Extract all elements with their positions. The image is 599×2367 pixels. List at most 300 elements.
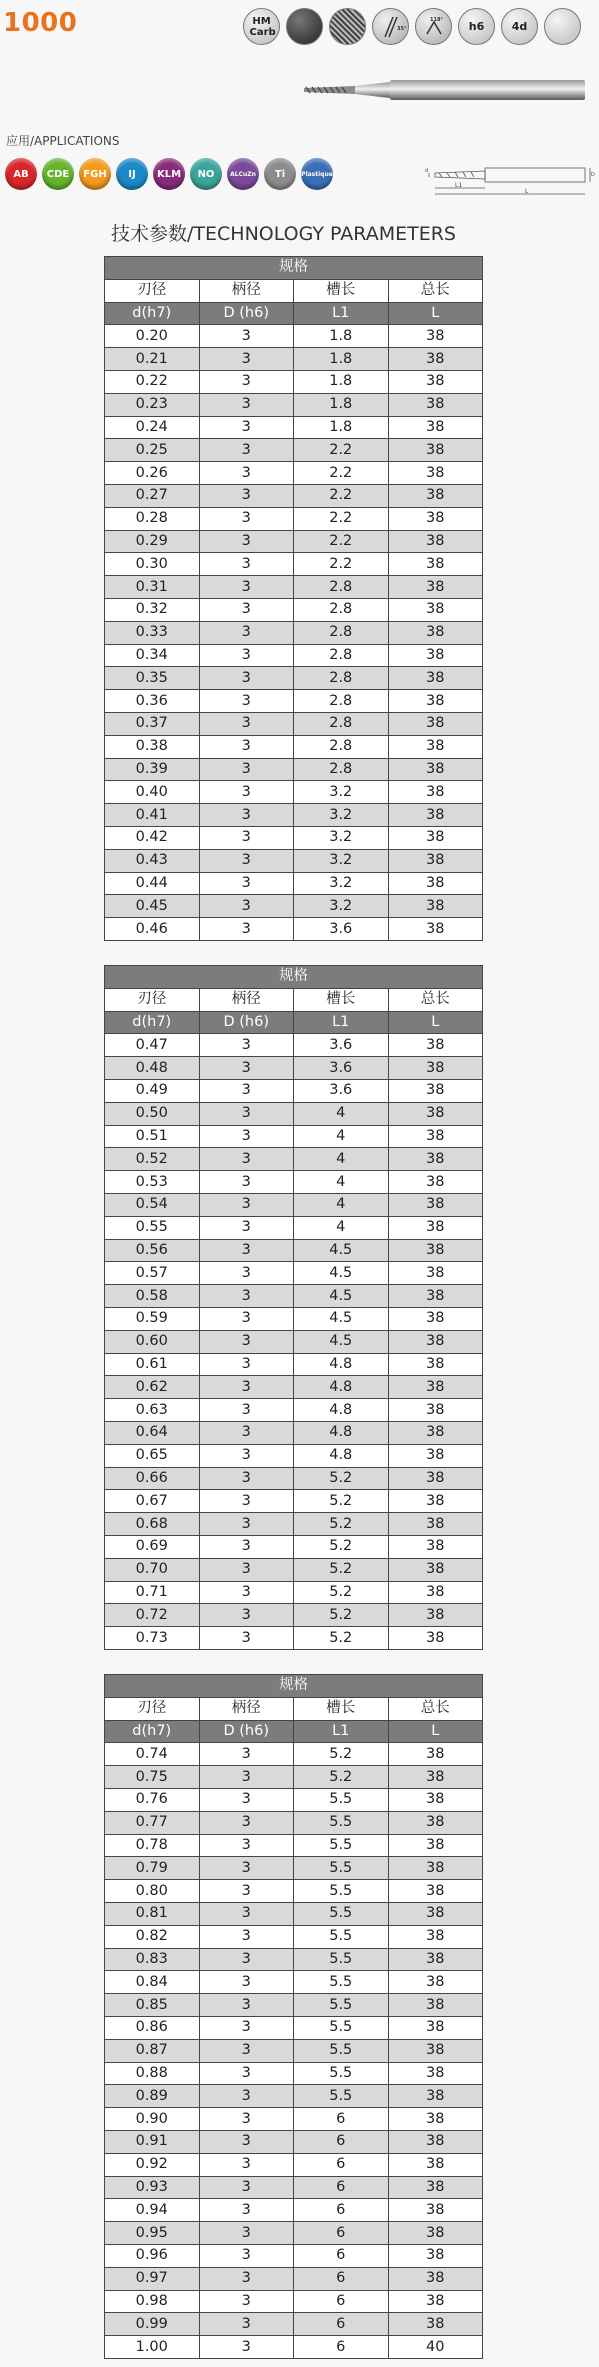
table-cell: 3 [199,1490,294,1513]
point-angle-icon [415,8,452,45]
table-cell: 3 [199,1880,294,1903]
applications-label: 应用/APPLICATIONS [6,134,120,148]
table-cell: 2.8 [294,690,389,713]
table-cell: 3 [199,690,294,713]
table-cell: 3 [199,1444,294,1467]
table-cell: 4.5 [294,1330,389,1353]
spec-group-header: 规格 [105,966,483,989]
table-cell: 3 [199,2153,294,2176]
table-cell: 0.41 [105,804,200,827]
table-cell: 0.58 [105,1285,200,1308]
table-cell: 3 [199,1925,294,1948]
table-cell: 3.6 [294,918,389,941]
table-cell: 0.83 [105,1948,200,1971]
table-cell: 3 [199,1148,294,1171]
table-cell: 38 [388,2176,483,2199]
table-cell: 3.6 [294,1079,389,1102]
table-cell: 3 [199,1902,294,1925]
table-cell: 3 [199,1102,294,1125]
table-cell: 3 [199,2085,294,2108]
column-header: 槽长 [294,988,389,1011]
drill-image [300,74,590,106]
table-cell: 3 [199,1971,294,1994]
table-cell: 0.51 [105,1125,200,1148]
table-cell: 3 [199,530,294,553]
table-cell: 3 [199,2016,294,2039]
table-cell: 0.70 [105,1558,200,1581]
table-cell: 3 [199,1627,294,1650]
table-cell: 0.86 [105,2016,200,2039]
table-cell: 38 [388,2130,483,2153]
table-cell: 3 [199,918,294,941]
table-row [105,1171,483,1194]
spec-table-2 [104,965,483,1650]
table-cell: 2.8 [294,621,389,644]
table-cell: 3 [199,1307,294,1330]
table-cell: 3 [199,2039,294,2062]
table-row [105,2039,483,2062]
table-row [105,2153,483,2176]
table-cell: 4 [294,1125,389,1148]
table-row [105,1604,483,1627]
table-row [105,1307,483,1330]
table-row [105,690,483,713]
table-cell: 2.2 [294,507,389,530]
table-cell: 38 [388,598,483,621]
table-row [105,2176,483,2199]
table-cell: 38 [388,781,483,804]
table-cell: 3 [199,895,294,918]
table-cell: 38 [388,758,483,781]
table-row [105,484,483,507]
table-row [105,416,483,439]
table-cell: 5.2 [294,1558,389,1581]
table-cell: 3 [199,1421,294,1444]
table-cell: 0.38 [105,735,200,758]
table-row [105,667,483,690]
table-row [105,1971,483,1994]
table-cell: 3 [199,1330,294,1353]
table-cell: 38 [388,1102,483,1125]
column-header: 总长 [388,279,483,302]
tolerance-icon: h6 [458,8,495,45]
table-cell: 4 [294,1102,389,1125]
table-cell: 0.72 [105,1604,200,1627]
table-cell: 38 [388,1948,483,1971]
column-header: 总长 [388,988,483,1011]
table-cell: 0.49 [105,1079,200,1102]
table-cell: 3 [199,1788,294,1811]
table-cell: 38 [388,2199,483,2222]
table-cell: 38 [388,1079,483,1102]
table-row [105,1057,483,1080]
table-cell: 3 [199,2290,294,2313]
table-cell: 38 [388,1604,483,1627]
table-cell: 0.56 [105,1239,200,1262]
table-cell: 0.74 [105,1743,200,1766]
table-cell: 3 [199,1399,294,1422]
table-cell: 4 [294,1171,389,1194]
table-row [105,462,483,485]
table-cell: 0.43 [105,849,200,872]
table-cell: 4.5 [294,1262,389,1285]
table-row [105,1857,483,1880]
table-row [105,781,483,804]
table-cell: 0.34 [105,644,200,667]
column-header: 柄径 [199,988,294,1011]
table-cell: 0.55 [105,1216,200,1239]
column-unit: D (h6) [199,1011,294,1034]
table-row [105,2108,483,2131]
table-cell: 5.2 [294,1627,389,1650]
spec-group-header: 规格 [105,1675,483,1698]
table-cell: 0.36 [105,690,200,713]
table-cell: 6 [294,2222,389,2245]
table-cell: 3 [199,576,294,599]
table-cell: 0.30 [105,553,200,576]
table-cell: 3 [199,2336,294,2359]
table-cell: 3 [199,781,294,804]
table-cell: 3 [199,758,294,781]
table-cell: 0.61 [105,1353,200,1376]
table-cell: 5.5 [294,2062,389,2085]
table-cell: 38 [388,1535,483,1558]
table-cell: 3 [199,416,294,439]
table-cell: 38 [388,2085,483,2108]
table-row [105,1148,483,1171]
table-cell: 0.29 [105,530,200,553]
column-header: 刃径 [105,279,200,302]
app-plastique-icon: Plastique [301,158,333,190]
table-cell: 38 [388,1125,483,1148]
table-cell: 3.2 [294,826,389,849]
tech-params-title: 技术参数/TECHNOLOGY PARAMETERS [111,223,456,245]
table-cell: 38 [388,2016,483,2039]
table-cell: 4.5 [294,1307,389,1330]
table-row [105,2290,483,2313]
table-cell: 0.89 [105,2085,200,2108]
table-cell: 3.6 [294,1057,389,1080]
column-unit: d(h7) [105,1720,200,1743]
table-cell: 38 [388,872,483,895]
table-cell: 0.78 [105,1834,200,1857]
table-row [105,2085,483,2108]
table-cell: 40 [388,2336,483,2359]
table-cell: 5.5 [294,2016,389,2039]
table-cell: 38 [388,1057,483,1080]
table-cell: 0.84 [105,1971,200,1994]
table-row [105,1421,483,1444]
table-cell: 0.85 [105,1994,200,2017]
table-cell: 2.2 [294,484,389,507]
table-row [105,1285,483,1308]
table-cell: 3 [199,1034,294,1057]
table-cell: 0.26 [105,462,200,485]
table-cell: 3 [199,484,294,507]
table-row [105,918,483,941]
table-cell: 3 [199,2062,294,2085]
table-cell: 38 [388,1307,483,1330]
table-cell: 4 [294,1193,389,1216]
table-row [105,644,483,667]
table-cell: 38 [388,895,483,918]
table-row [105,2336,483,2359]
table-cell: 5.5 [294,1948,389,1971]
table-row [105,1399,483,1422]
table-cell: 2.8 [294,712,389,735]
table-cell: 3 [199,849,294,872]
table-cell: 38 [388,393,483,416]
column-header: 柄径 [199,279,294,302]
table-row [105,2222,483,2245]
table-cell: 2.8 [294,576,389,599]
table-cell: 3 [199,621,294,644]
table-cell: 5.2 [294,1513,389,1536]
table-row [105,1581,483,1604]
table-cell: 0.32 [105,598,200,621]
table-row [105,1102,483,1125]
table-cell: 5.5 [294,1994,389,2017]
table-cell: 0.69 [105,1535,200,1558]
table-row [105,1330,483,1353]
svg-text:L1: L1 [455,182,463,189]
table-cell: 4.5 [294,1285,389,1308]
table-cell: 0.68 [105,1513,200,1536]
table-row [105,1193,483,1216]
table-cell: 3 [199,1125,294,1148]
table-cell: 38 [388,348,483,371]
table-cell: 0.81 [105,1902,200,1925]
table-cell: 38 [388,1857,483,1880]
table-cell: 0.21 [105,348,200,371]
table-cell: 0.82 [105,1925,200,1948]
table-cell: 0.96 [105,2244,200,2267]
applications-list [5,158,333,190]
table-cell: 38 [388,644,483,667]
table-cell: 4.8 [294,1421,389,1444]
table-cell: 3 [199,804,294,827]
table-cell: 0.98 [105,2290,200,2313]
table-cell: 3 [199,1239,294,1262]
table-row [105,2199,483,2222]
table-row [105,598,483,621]
table-cell: 2.2 [294,462,389,485]
table-cell: 0.92 [105,2153,200,2176]
table-cell: 38 [388,621,483,644]
column-header: 槽长 [294,1697,389,1720]
table-cell: 38 [388,1353,483,1376]
table-row [105,1743,483,1766]
table-cell: 38 [388,1262,483,1285]
table-cell: 3 [199,1857,294,1880]
table-cell: 5.5 [294,1788,389,1811]
table-cell: 3.2 [294,895,389,918]
table-row [105,2130,483,2153]
table-cell: 3 [199,826,294,849]
table-row [105,553,483,576]
table-row [105,1353,483,1376]
table-cell: 6 [294,2313,389,2336]
svg-text:35°: 35° [396,25,406,32]
table-cell: 0.33 [105,621,200,644]
table-cell: 38 [388,1034,483,1057]
table-cell: 0.24 [105,416,200,439]
table-cell: 38 [388,439,483,462]
table-row [105,1925,483,1948]
table-cell: 6 [294,2336,389,2359]
table-cell: 38 [388,1994,483,2017]
table-cell: 3 [199,1513,294,1536]
table-cell: 38 [388,2290,483,2313]
app-ti-icon: Ti [264,158,296,190]
table-cell: 38 [388,1330,483,1353]
table-cell: 0.76 [105,1788,200,1811]
table-cell: 38 [388,1239,483,1262]
svg-text:D: D [591,172,595,178]
column-unit: L [388,1011,483,1034]
spec-table-3 [104,1674,483,2359]
table-row [105,2062,483,2085]
table-cell: 0.87 [105,2039,200,2062]
table-cell: 38 [388,918,483,941]
table-cell: 0.95 [105,2222,200,2245]
table-row [105,393,483,416]
column-header: 刃径 [105,1697,200,1720]
table-cell: 2.2 [294,553,389,576]
table-cell: 38 [388,416,483,439]
table-cell: 38 [388,2108,483,2131]
table-row [105,895,483,918]
table-cell: 0.45 [105,895,200,918]
table-cell: 0.90 [105,2108,200,2131]
table-cell: 6 [294,2199,389,2222]
table-cell: 2.2 [294,530,389,553]
table-cell: 38 [388,2039,483,2062]
column-header: 槽长 [294,279,389,302]
table-row [105,1239,483,1262]
table-row [105,1467,483,1490]
app-ij-icon: IJ [116,158,148,190]
table-cell: 0.35 [105,667,200,690]
table-cell: 38 [388,507,483,530]
table-row [105,849,483,872]
helix-angle-icon [372,8,409,45]
table-cell: 3 [199,1193,294,1216]
table-cell: 5.5 [294,2085,389,2108]
table-cell: 0.66 [105,1467,200,1490]
table-cell: 38 [388,484,483,507]
table-cell: 38 [388,1421,483,1444]
table-cell: 0.67 [105,1490,200,1513]
table-cell: 5.5 [294,1902,389,1925]
table-row [105,1811,483,1834]
table-cell: 5.2 [294,1604,389,1627]
table-row [105,1788,483,1811]
table-row [105,370,483,393]
table-row [105,1444,483,1467]
table-cell: 3 [199,1766,294,1789]
table-cell: 3 [199,1376,294,1399]
table-cell: 38 [388,1925,483,1948]
table-cell: 3.2 [294,849,389,872]
table-cell: 3 [199,2244,294,2267]
table-cell: 38 [388,804,483,827]
table-cell: 3 [199,507,294,530]
table-row [105,1627,483,1650]
table-cell: 0.52 [105,1148,200,1171]
table-cell: 38 [388,370,483,393]
table-cell: 2.2 [294,439,389,462]
table-cell: 4 [294,1216,389,1239]
table-cell: 38 [388,1558,483,1581]
table-cell: 3 [199,439,294,462]
dimension-diagram [425,160,595,200]
table-cell: 38 [388,1216,483,1239]
table-cell: 0.57 [105,1262,200,1285]
table-cell: 38 [388,667,483,690]
table-cell: 2.8 [294,758,389,781]
table-cell: 0.80 [105,1880,200,1903]
table-cell: 0.54 [105,1193,200,1216]
table-cell: 38 [388,1193,483,1216]
table-cell: 38 [388,1148,483,1171]
table-cell: 3 [199,735,294,758]
table-row [105,1262,483,1285]
table-cell: 4.8 [294,1376,389,1399]
table-cell: 3 [199,393,294,416]
mesh-icon [329,8,366,45]
table-cell: 38 [388,1902,483,1925]
table-cell: 38 [388,1399,483,1422]
table-cell: 38 [388,1766,483,1789]
table-cell: 38 [388,1743,483,1766]
table-cell: 38 [388,2313,483,2336]
table-cell: 0.40 [105,781,200,804]
table-cell: 38 [388,1513,483,1536]
table-cell: 0.44 [105,872,200,895]
spec-table-1 [104,256,483,941]
table-cell: 4 [294,1148,389,1171]
table-cell: 3 [199,370,294,393]
table-row [105,1376,483,1399]
table-row [105,2267,483,2290]
table-row [105,1994,483,2017]
property-badges [243,8,581,45]
table-cell: 4.5 [294,1239,389,1262]
svg-text:d: d [425,168,429,174]
table-cell: 38 [388,1490,483,1513]
table-cell: 4.8 [294,1444,389,1467]
table-cell: 0.47 [105,1034,200,1057]
table-cell: 3.2 [294,781,389,804]
table-cell: 38 [388,2222,483,2245]
table-cell: 6 [294,2244,389,2267]
table-cell: 0.62 [105,1376,200,1399]
table-cell: 38 [388,1444,483,1467]
table-cell: 3 [199,2199,294,2222]
table-row [105,1216,483,1239]
table-row [105,1513,483,1536]
table-cell: 1.8 [294,370,389,393]
column-unit: d(h7) [105,1011,200,1034]
table-cell: 3 [199,1262,294,1285]
table-row [105,621,483,644]
table-cell: 38 [388,1627,483,1650]
table-cell: 3 [199,2130,294,2153]
table-cell: 6 [294,2108,389,2131]
table-cell: 38 [388,1788,483,1811]
table-cell: 0.50 [105,1102,200,1125]
